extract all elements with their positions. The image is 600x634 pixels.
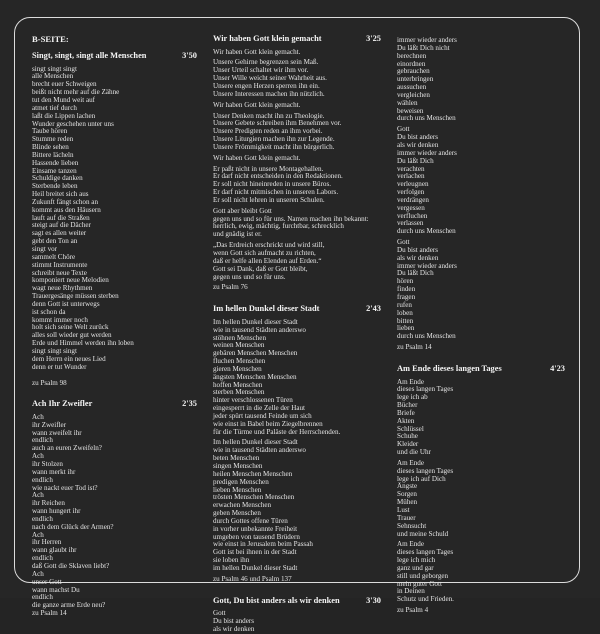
lyric-line: Trauer xyxy=(397,513,416,522)
lyric-line: wann hungert ihr xyxy=(32,507,81,516)
lyric-line: ganz und gar xyxy=(397,563,434,572)
lyric-line: „Das Erdreich erschrickt und wird still, xyxy=(213,241,325,250)
lyric-line: als wir denken xyxy=(397,140,439,149)
stanza xyxy=(213,155,381,163)
lyric-line: verlassen xyxy=(397,219,424,228)
lyric-line: Lust xyxy=(397,506,410,514)
lyric-line: Sehnsucht xyxy=(397,521,427,530)
lyric-line: wählen xyxy=(397,98,418,107)
lyric-line: hinter verschlossenen Türen xyxy=(213,396,293,405)
lyric-line: Ach xyxy=(32,530,44,539)
lyric-line: einordnen xyxy=(397,59,426,68)
song-title: Gott, Du bist anders als wir denken xyxy=(213,595,340,605)
lyric-line: wann machst Du xyxy=(32,585,80,594)
lyric-line: Du läßt Dich xyxy=(397,156,434,165)
lyric-line: Gott aber bleibt Gott xyxy=(213,206,272,215)
lyric-line: lege ich mich xyxy=(397,556,436,565)
lyric-line: lege ich ab xyxy=(397,393,428,402)
lyric-line: Er soll nicht hineinreden in unsere Büros. xyxy=(213,180,332,189)
lyric-line: Am Ende xyxy=(397,540,424,549)
lyrics xyxy=(397,126,565,341)
psalm-reference: zu Psalm 46 und Psalm 137 xyxy=(213,574,292,583)
lyric-line: verfolgen xyxy=(397,188,425,197)
lyric-line: hoffen Menschen xyxy=(213,380,263,389)
lyric-line: Schlüssel xyxy=(397,424,424,433)
lyric-line: lieben xyxy=(397,324,415,333)
stanza xyxy=(213,242,381,281)
song-gott-anders xyxy=(213,596,381,634)
lyric-line: Bittere lächeln xyxy=(32,150,74,159)
lyric-line: gieren Menschen xyxy=(213,364,262,373)
lyric-line: Sterbende leben xyxy=(32,182,78,191)
stanza xyxy=(213,59,381,98)
lyric-line: Ach xyxy=(32,412,44,421)
lyric-line: ihr Reichen xyxy=(32,499,65,508)
lyric-line: kommt aus den Häusern xyxy=(32,205,101,214)
lyric-line: daß er helfe allen Elenden auf Erden.“ xyxy=(213,256,322,265)
lyric-line: steigt auf die Dächer xyxy=(32,221,91,230)
lyric-line: trösten Menschen Menschen xyxy=(213,493,295,502)
lyric-line: sterben Menschen xyxy=(213,388,265,397)
lyric-line: und gnädig ist er. xyxy=(213,230,262,239)
lyric-line: stöhnen Menschen xyxy=(213,333,266,342)
lyric-line: sie loben ihn xyxy=(213,556,250,565)
lyric-line: gebären Menschen Menschen xyxy=(213,349,298,358)
lyric-line: Heil breitet sich aus xyxy=(32,190,89,199)
stanza xyxy=(213,102,381,110)
lyric-line: Er darf nicht entscheiden in den Redaktionen. xyxy=(213,172,343,181)
lyric-line: gebrauchen xyxy=(397,67,430,76)
lyric-line: Ach xyxy=(32,569,44,578)
lyric-line: singt vor xyxy=(32,245,58,253)
stanza xyxy=(213,113,381,152)
song-singt xyxy=(32,51,197,387)
lyric-line: unser Gott xyxy=(32,577,62,586)
side-title: B-SEITE: xyxy=(32,34,69,44)
lyric-line: lauft auf die Straßen xyxy=(32,213,90,222)
lyric-line: alle Menschen xyxy=(32,72,74,81)
lyrics xyxy=(213,319,381,573)
lyric-line: sagt es allen weiter xyxy=(32,229,87,238)
lyric-line: laßt die Lippen lachen xyxy=(32,111,96,120)
lyric-line: atmet tief durch xyxy=(32,103,77,112)
song-am-ende xyxy=(397,364,565,615)
lyric-line: Unsere Liturgien machen ihn zur Legende. xyxy=(213,135,335,144)
lyric-line: dem Herrn ein neues Lied xyxy=(32,354,106,363)
lyrics xyxy=(32,66,197,372)
lyric-line: Am Ende xyxy=(397,377,424,386)
lyric-line: dieses langen Tages xyxy=(397,385,454,394)
lyric-line: Du läßt Dich nicht xyxy=(397,43,450,52)
lyric-line: Wunder geschehen unter uns xyxy=(32,119,114,128)
song-duration: 2'35 xyxy=(182,399,197,409)
psalm-reference: zu Psalm 14 xyxy=(32,609,67,618)
lyric-line: immer wieder anders xyxy=(397,261,457,270)
lyric-line: endlich xyxy=(32,554,53,563)
lyric-line: im hellen Dunkel dieser Stadt xyxy=(213,563,298,572)
lyric-line: Erde und Himmel werden ihn loben xyxy=(32,339,134,348)
stanza xyxy=(213,319,381,437)
lyric-line: wenn Gott sich aufmacht zu richten, xyxy=(213,249,316,257)
lyric-line: beißt nicht mehr auf die Zähne xyxy=(32,88,120,97)
lyric-line: stimmt Instrumente xyxy=(32,260,88,269)
lyric-line: Gott xyxy=(213,609,226,618)
lyrics xyxy=(213,49,381,282)
lyric-line: Einsame tanzen xyxy=(32,166,77,175)
stanza xyxy=(213,49,381,57)
song-zweifler xyxy=(32,399,197,618)
song-duration: 2'43 xyxy=(366,304,381,314)
lyric-line: endlich xyxy=(32,475,53,484)
lyric-line: berechnen xyxy=(397,51,427,60)
lyric-line: Sorgen xyxy=(397,490,417,499)
lyric-line: Akten xyxy=(397,416,415,425)
lyric-line: Gott xyxy=(397,238,410,247)
column-3 xyxy=(397,37,565,615)
lyric-line: immer wieder anders xyxy=(397,148,457,157)
lyric-line: ängsten Menschen Menschen xyxy=(213,372,297,381)
lyric-line: heilen Menschen Menschen xyxy=(213,469,293,478)
lyric-line: wie in tausend Städten anderswo xyxy=(213,325,306,334)
lyric-line: Ach xyxy=(32,491,44,500)
psalm-reference: zu Psalm 14 xyxy=(397,343,432,352)
lyric-line: Unser Denken macht ihn zu Theologie. xyxy=(213,111,325,120)
lyric-line: Briefe xyxy=(397,408,415,417)
lyric-line: nach dem Glück der Armen? xyxy=(32,522,114,531)
lyric-line: verfluchen xyxy=(397,211,428,220)
lyric-line: denn Gott ist unterwegs xyxy=(32,299,100,308)
lyric-line: Ängste xyxy=(397,482,418,491)
lyric-line: Mühen xyxy=(397,498,418,507)
stanza xyxy=(397,541,565,604)
lyric-line: brecht euer Schweigen xyxy=(32,80,97,89)
lyric-line: in vorher unbekannte Freiheit xyxy=(213,524,298,533)
song-duration: 4'23 xyxy=(550,363,565,373)
stanza xyxy=(397,460,565,538)
song-title: Ach Ihr Zweifler xyxy=(32,399,93,409)
lyric-line: verlachen xyxy=(397,172,425,181)
lyric-line: Gott xyxy=(397,125,410,134)
lyric-line: die ganze arme Erde neu? xyxy=(32,601,106,610)
lyric-line: alles soll wieder gut werden xyxy=(32,331,112,340)
lyric-line: als wir denken xyxy=(397,253,439,262)
psalm-reference: zu Psalm 98 xyxy=(32,378,67,387)
song-klein-gemacht xyxy=(213,34,381,292)
lyric-line: Er darf nicht mitmischen in unseren Labors. xyxy=(213,188,339,197)
lyric-line: Er paßt nicht in unsere Montagehallen. xyxy=(213,164,324,173)
lyrics xyxy=(397,379,565,605)
lyric-line: singt singt singt xyxy=(32,64,77,73)
lyric-line: immer wieder anders xyxy=(397,36,457,44)
lyric-line: daß Gott die Sklaven liebt? xyxy=(32,561,110,570)
lyric-line: ihr Stolzen xyxy=(32,460,63,468)
lyric-line: ihr Herren xyxy=(32,538,62,547)
lyric-line: Stumme reden xyxy=(32,135,74,144)
lyric-line: Unsere engen Herzen sperren ihn ein. xyxy=(213,81,320,90)
lyric-line: herrlich, ewig, mächtig, furchtbar, schrecklich xyxy=(213,222,344,231)
lyric-line: vergessen xyxy=(397,203,425,212)
lyric-line: unterbringen xyxy=(397,75,434,84)
lyric-line: Unser Wille weicht seiner Wahrheit aus. xyxy=(213,74,327,83)
lyric-line: finden xyxy=(397,285,416,294)
song-title: Wir haben Gott klein gemacht xyxy=(213,34,322,43)
lyric-line: hören xyxy=(397,277,414,286)
song-title: Im hellen Dunkel dieser Stadt xyxy=(213,304,320,314)
lyric-line: Er soll nicht lehren in unseren Schulen. xyxy=(213,195,325,204)
stanza xyxy=(397,126,565,236)
lyric-line: lieben Menschen xyxy=(213,485,262,494)
stanza xyxy=(213,439,381,572)
lyric-line: beten Menschen xyxy=(213,454,260,463)
lyric-line: aussuchen xyxy=(397,83,427,92)
lyric-line: wann glaubt ihr xyxy=(32,546,77,555)
lyric-line: still und geborgen xyxy=(397,571,449,580)
lyric-line: Blinde sehen xyxy=(32,143,69,152)
lyric-line: Trauergesänge müssen sterben xyxy=(32,292,119,301)
lyric-line: Du bist anders xyxy=(397,245,438,254)
lyric-line: Gott ist bei ihnen in der Stadt xyxy=(213,548,297,557)
lyric-line: durch uns Menschen xyxy=(397,227,456,236)
lyric-line: verdrängen xyxy=(397,195,429,204)
column-2 xyxy=(213,34,381,634)
stanza xyxy=(213,166,381,205)
lyric-line: Bücher xyxy=(397,401,418,410)
lyric-line: beweisen xyxy=(397,106,424,115)
lyric-line: ihr Zweifler xyxy=(32,420,67,429)
lyric-line: kommt immer noch xyxy=(32,315,88,324)
lyric-line: weinen Menschen xyxy=(213,341,265,350)
lyric-line: verachten xyxy=(397,164,425,173)
lyric-line: geben Menschen xyxy=(213,509,261,518)
lyric-line: endlich xyxy=(32,436,53,445)
lyric-line: loben xyxy=(397,308,413,317)
song-duration: 3'30 xyxy=(366,595,381,605)
lyric-line: gegen uns und so für uns. Namen machen ihn bekannt: xyxy=(213,214,369,223)
lyric-line: rufen xyxy=(397,300,412,309)
lyric-line: Du bist anders xyxy=(213,617,254,626)
lyric-line: Im hellen Dunkel dieser Stadt xyxy=(213,317,298,326)
lyric-line: denn er tut Wunder xyxy=(32,362,87,371)
song-duration: 3'50 xyxy=(182,51,197,60)
lyric-line: auch an euren Zweifeln? xyxy=(32,444,102,453)
lyric-line: vergleichen xyxy=(397,90,430,99)
lyric-line: mein guter Gott xyxy=(397,579,442,588)
lyric-line: fragen xyxy=(397,293,416,301)
lyric-line: Ach xyxy=(32,452,44,461)
lyric-line: Hassende lieben xyxy=(32,158,79,167)
lyric-line: fluchen Menschen xyxy=(213,357,266,366)
lyric-line: Wir haben Gott klein gemacht. xyxy=(213,47,301,56)
lyric-line: Wir haben Gott klein gemacht. xyxy=(213,153,301,162)
lyric-line: durch uns Menschen xyxy=(397,114,456,123)
lyric-line: wann zweifelt ihr xyxy=(32,428,82,437)
song-title: Singt, singt, singt alle Menschen xyxy=(32,51,147,60)
lyric-line: jeder spürt tausend Feinde um sich xyxy=(213,411,312,420)
lyric-line: Wir haben Gott klein gemacht. xyxy=(213,100,301,109)
lyric-line: singen Menschen xyxy=(213,462,263,470)
stanza xyxy=(397,239,565,341)
lyric-line: Am Ende xyxy=(397,458,424,467)
lyrics xyxy=(32,414,197,610)
column-1 xyxy=(32,34,197,618)
lyric-line: wie einst in Babel beim Ziegelbrennen xyxy=(213,419,323,428)
lyric-line: in Deinen xyxy=(397,587,425,596)
lyric-line: wagt neue Rhythmen xyxy=(32,284,93,293)
lyric-line: verleugnen xyxy=(397,180,429,189)
lyric-line: sammelt Chöre xyxy=(32,252,76,261)
lyric-line: Du bist anders xyxy=(397,133,438,142)
lyric-line: endlich xyxy=(32,593,53,602)
lyric-line: eingesperrt in die Zelle der Haut xyxy=(213,404,305,413)
lyric-line: durch Gottes offene Türen xyxy=(213,516,288,525)
lyric-line: Unsere Predigten reden an ihm vorbei. xyxy=(213,127,323,136)
lyric-line: dieses langen Tages xyxy=(397,466,454,475)
song-title: Am Ende dieses langen Tages xyxy=(397,363,502,373)
lyrics xyxy=(213,610,381,634)
lyric-line: Unsere Frömmigkeit macht ihn bürgerlich. xyxy=(213,142,335,151)
lyric-line: Im hellen Dunkel dieser Stadt xyxy=(213,438,298,447)
lyric-line: komponiert neue Melodien xyxy=(32,276,109,285)
lyric-line: predigen Menschen xyxy=(213,477,269,486)
lyric-line: und die Uhr xyxy=(397,448,431,457)
psalm-reference: zu Psalm 76 xyxy=(213,283,248,292)
lyric-line: Du läßt Dich xyxy=(397,269,434,278)
lyric-line: lege ich auf Dich xyxy=(397,474,446,483)
lyric-line: Zukunft fängt schon an xyxy=(32,197,98,206)
psalm-reference: zu Psalm 4 xyxy=(397,606,429,615)
lyric-line: bitten xyxy=(397,316,414,325)
lyric-line: gegen uns und so für uns. xyxy=(213,272,286,281)
lyric-line: durch uns Menschen xyxy=(397,332,456,341)
lyric-line: wie nackt euer Tod ist? xyxy=(32,483,98,492)
lyric-line: wie einst in Jerusalem beim Passah xyxy=(213,540,313,549)
lyric-line: und meine Schuld xyxy=(397,529,449,538)
lyric-line: Schuldige danken xyxy=(32,174,83,183)
lyric-line: holt sich seine Welt zurück xyxy=(32,323,109,332)
lyric-line: ist schon da xyxy=(32,307,66,316)
lyric-line: Kleider xyxy=(397,440,419,449)
lyric-line: dieses langen Tages xyxy=(397,548,454,557)
lyric-line: gebt den Ton an xyxy=(32,237,78,246)
lyric-line: singt singt singt xyxy=(32,346,77,355)
lyric-line: Unser Urteil schaltet wir ihm vor. xyxy=(213,66,309,75)
lyric-line: schreibt neue Texte xyxy=(32,268,87,277)
lyric-line: endlich xyxy=(32,514,53,523)
lyric-line: erwachen Menschen xyxy=(213,501,272,510)
lyric-line: Gott sei Dank, daß er Gott bleibt, xyxy=(213,264,308,273)
lyric-line: wann merkt ihr xyxy=(32,467,76,476)
lyric-line: Schutz und Frieden. xyxy=(397,595,454,604)
stanza xyxy=(213,208,381,239)
lyric-line: Unsere Gebete schreiben ihm Benehmen vor. xyxy=(213,119,342,128)
lyric-line: wie in tausend Städten anderswo xyxy=(213,446,306,455)
lyric-line: Taube hören xyxy=(32,127,68,136)
song-duration: 3'25 xyxy=(366,34,381,43)
lyric-line: umgeben von tausend Brüdern xyxy=(213,532,300,541)
lyric-line: als wir denken xyxy=(213,624,255,633)
lyric-line: Unsere Gehirne begrenzen sein Maß. xyxy=(213,58,319,67)
stanza xyxy=(397,379,565,457)
lyric-line: für die Türme und Paläste der Herrschenden. xyxy=(213,427,341,436)
lyric-line: tut den Mund weit auf xyxy=(32,95,96,104)
lyrics xyxy=(397,37,565,123)
song-hellen-dunkel xyxy=(213,304,381,583)
song-gott-anders-continued xyxy=(397,37,565,352)
lyric-line: Schuhe xyxy=(397,432,418,441)
lyric-line: Unsere Interessen machen ihn nützlich. xyxy=(213,89,325,98)
